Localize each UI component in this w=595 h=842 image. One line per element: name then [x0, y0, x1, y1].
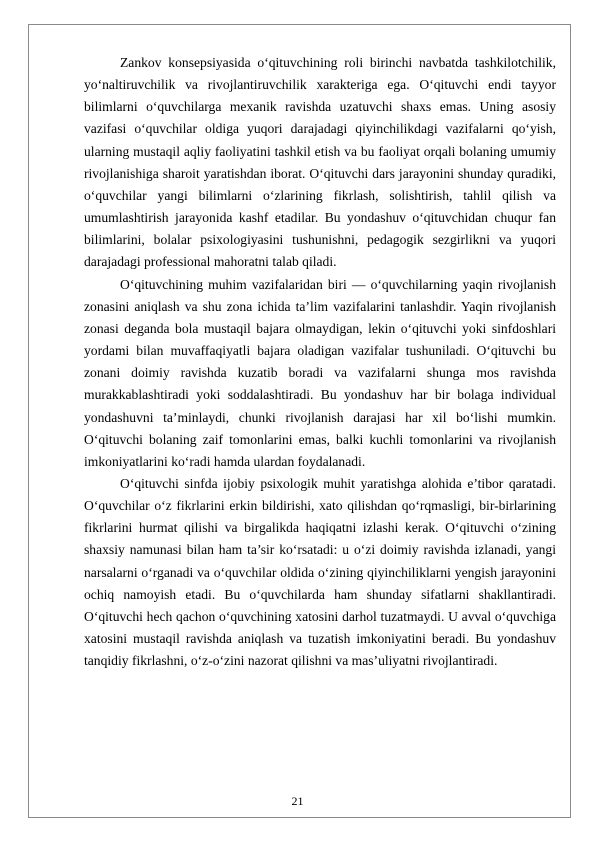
- paragraph-2: O‘qituvchining muhim vazifalaridan biri — o‘quvchilarning yaqin rivojlanish zonasini aniqlash va shu zona ichida ta’lim vazifalarini tanlashdir. Yaqin rivojlanish zonasi deganda bola mustaqil bajara olmaydigan, lekin o‘qituvchi yoki sinfdoshlari yordami bilan muvaffaqiyatli bajara oladigan vazifalar tushuniladi. O‘qituvchi bu zonani doimiy ravishda kuzatib boradi va vazifalarni shunga mos ravishda murakkablashtiradi yoki soddalashtiradi. Bu yondashuv har bir bolaga individual yondashuvni ta’minlaydi, chunki rivojlanish darajasi har xil bo‘lishi mumkin. O‘qituvchi bolaning zaif tomonlarini emas, balki kuchli tomonlarini va rivojlanish imkoniyatlarini ko‘radi hamda ulardan foydalanadi.: [84, 276, 556, 469]
- body-text: [84, 52, 556, 672]
- paragraph-3: O‘qituvchi sinfda ijobiy psixologik muhit yaratishga alohida e’tibor qaratadi. O‘quvchilar o‘z fikrlarini erkin bildirishi, xato qilishdan qo‘rqmasligi, bir-birlarining fikrlarini hurmat qilishi va birgalikda haqiqatni izlashi kerak. O‘qituvchi o‘zining shaxsiy namunasi bilan ham ta’sir ko‘rsatadi: u o‘zi doimiy ravishda izlanadi, yangi narsalarni o‘rganadi va o‘quvchilar oldida o‘zining qiyinchiliklarni yengish jarayonini ochiq namoyish etadi. Bu o‘quvchilarda ham shunday sifatlarni shakllantiradi. O‘qituvchi hech qachon o‘quvchining xatosini darhol tuzatmaydi. U avval o‘quvchiga xatosini mustaqil ravishda aniqlash va tuzatish imkoniyatini beradi. Bu yondashuv tanqidiy fikrlashni, o‘z-o‘zini nazorat qilishni va mas’uliyatni rivojlantiradi.: [84, 475, 556, 669]
- paragraph-1: Zankov konsepsiyasida o‘qituvchining roli birinchi navbatda tashkilotchilik, yo‘naltiruvchilik va rivojlantiruvchilik xarakteriga ega. O‘qituvchi endi tayyor bilimlarni o‘quvchilarga mexanik ravishda uzatuvchi shaxs emas. Uning asosiy vazifasi o‘quvchilar oldiga yuqori darajadagi qiyinchilikdagi vazifalarni qo‘yish, ularning mustaqil aqliy faoliyatini tashkil etish va bu faoliyat orqali bolaning umumiy rivojlanishiga sharoit yaratishdan iborat. O‘qituvchi dars jarayonini shunday quradiki, o‘quvchilar yangi bilimlarni o‘zlarining fikrlash, solishtirish, tahlil qilish va umumlashtirish jarayonida kashf etadilar. Bu yondashuv o‘qituvchidan chuqur fan bilimlarini, bolalar psixologiyasini tushunishni, pedagogik sezgirlikni va yuqori darajadagi professional mahoratni talab qiladi.: [84, 55, 556, 270]
- page-number: 21: [291, 794, 304, 808]
